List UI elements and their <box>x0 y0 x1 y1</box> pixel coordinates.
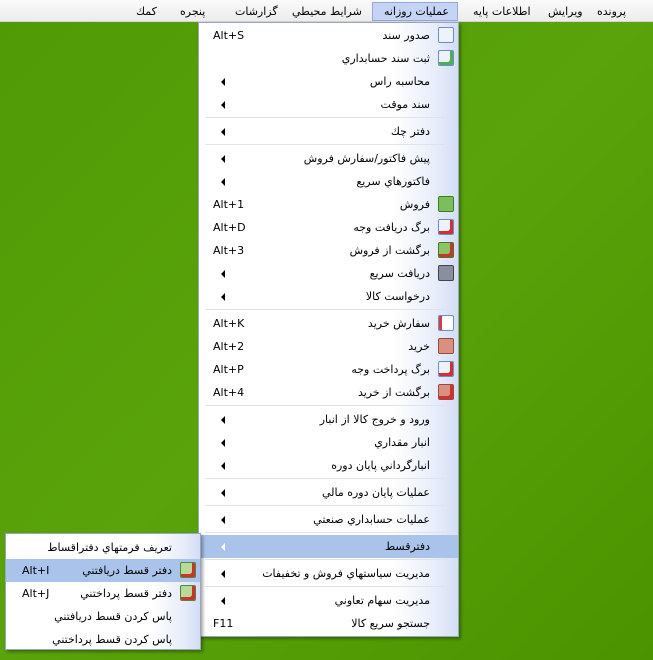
receipt-icon <box>438 219 454 235</box>
submenu-arrow-icon <box>221 270 225 278</box>
shortcut: F11 <box>213 617 234 630</box>
menu-window[interactable]: پنجره <box>180 5 206 18</box>
shortcut: Alt+P <box>213 363 244 376</box>
menu-item-ras[interactable] <box>199 70 458 93</box>
installment-icon <box>180 562 196 578</box>
label: فاكتورهاي سريع <box>356 175 430 188</box>
payment-icon <box>438 361 454 377</box>
menu-environment[interactable]: شرايط محيطي <box>292 5 362 18</box>
label: پيش فاكتور/سفارش فروش <box>303 152 430 165</box>
shortcut: Alt+D <box>213 221 246 234</box>
menu-item-payment[interactable] <box>199 358 458 381</box>
submenu-item-define-formats[interactable] <box>6 536 200 559</box>
label: خريد <box>408 340 430 353</box>
submenu-arrow-icon <box>221 489 225 497</box>
submenu-item-clear-payable[interactable] <box>6 628 200 651</box>
menu-item-quick-search[interactable] <box>199 612 458 635</box>
shortcut: Alt+4 <box>213 386 245 399</box>
label: برگشت از فروش <box>349 244 430 257</box>
label: مديريت سهام تعاوني <box>334 594 430 607</box>
menu-item-installments[interactable] <box>199 535 458 558</box>
menu-item-purchase-return[interactable] <box>199 381 458 404</box>
submenu-arrow-icon <box>221 155 225 163</box>
label: ثبت سند حسابداري <box>341 52 430 65</box>
shortcut: Alt+K <box>213 317 245 330</box>
submenu-arrow-icon <box>221 78 225 86</box>
submenu-item-clear-receivable[interactable] <box>6 605 200 628</box>
label: دفترقسط <box>384 540 430 553</box>
menu-item-coop-shares[interactable] <box>199 589 458 612</box>
label: محاسبه راس <box>369 75 430 88</box>
checklist-icon <box>438 315 454 331</box>
shortcut: Alt+1 <box>213 198 245 211</box>
menu-base-info[interactable]: اطلاعات پايه <box>473 5 531 18</box>
shortcut: Alt+2 <box>213 340 245 353</box>
shortcut: Alt+J <box>22 587 50 600</box>
label: مديريت سياستهاي فروش و تخفيفات <box>262 567 430 580</box>
submenu-arrow-icon <box>221 416 225 424</box>
basket-return-icon <box>438 242 454 258</box>
submenu-arrow-icon <box>221 570 225 578</box>
menu-help[interactable]: كمك <box>136 5 157 18</box>
submenu-item-receivable-book[interactable] <box>6 559 200 582</box>
menu-item-quick-receipt[interactable] <box>199 262 458 285</box>
label: دفتر چك <box>390 125 430 138</box>
label: سفارش خريد <box>367 317 430 330</box>
label: دفتر قسط پرداختني <box>80 587 172 600</box>
submenu-arrow-icon <box>221 516 225 524</box>
label: دريافت سريع <box>369 267 430 280</box>
menu-bar <box>0 0 653 22</box>
submenu-arrow-icon <box>221 293 225 301</box>
label: دفتر قسط دريافتني <box>82 564 172 577</box>
menu-reports[interactable]: گزارشات <box>235 5 278 18</box>
menu-item-industrial-accounting[interactable] <box>199 508 458 531</box>
label: سند موقت <box>380 98 430 111</box>
label: برگ دريافت وجه <box>353 221 430 234</box>
label: برگ پرداخت وجه <box>351 363 430 376</box>
label: ورود و خروج كالا از انبار <box>319 413 430 426</box>
submenu-arrow-icon <box>221 597 225 605</box>
submenu-item-payable-book[interactable] <box>6 582 200 605</box>
menu-item-sale-return[interactable] <box>199 239 458 262</box>
label: تعريف فرمتهاي دفتراقساط <box>47 541 172 554</box>
label: جستجو سريع كالا <box>351 617 430 630</box>
label: درخواست كالا <box>365 290 430 303</box>
menu-file[interactable]: پرونده <box>597 5 627 18</box>
menu-item-goods-request[interactable] <box>199 285 458 308</box>
menu-item-warehouse-io[interactable] <box>199 408 458 431</box>
label: صدور سند <box>382 29 430 42</box>
submenu-arrow-icon <box>221 101 225 109</box>
submenu-arrow-icon <box>221 439 225 447</box>
menu-item-temp-voucher[interactable] <box>199 93 458 116</box>
submenu-arrow-icon <box>221 543 225 551</box>
menu-item-receipt[interactable] <box>199 216 458 239</box>
submenu-arrow-icon <box>221 128 225 136</box>
menu-item-purchase-order[interactable] <box>199 312 458 335</box>
installments-submenu <box>5 533 201 650</box>
menu-daily-operations[interactable]: عمليات روزانه <box>372 2 458 21</box>
menu-item-sales-policies[interactable] <box>199 562 458 585</box>
menu-item-sale[interactable] <box>199 193 458 216</box>
label: عمليات پايان دوره مالي <box>321 486 430 499</box>
menu-item-stocktaking[interactable] <box>199 454 458 477</box>
label: پاس كردن قسط دريافتني <box>54 610 172 623</box>
shortcut: Alt+3 <box>213 244 245 257</box>
menu-edit[interactable]: ويرايش <box>548 5 583 18</box>
menu-item-checkbook[interactable] <box>199 120 458 143</box>
label: فروش <box>399 198 430 211</box>
installment-icon <box>180 585 196 601</box>
daily-operations-menu <box>198 22 459 637</box>
label: پاس كردن قسط پرداختني <box>52 633 172 646</box>
basket-return-icon <box>438 384 454 400</box>
submenu-arrow-icon <box>221 462 225 470</box>
submenu-arrow-icon <box>221 178 225 186</box>
shortcut: Alt+S <box>213 29 245 42</box>
label: برگشت از خريد <box>357 386 430 399</box>
shortcut: Alt+I <box>22 564 50 577</box>
menu-item-quick-invoices[interactable] <box>199 170 458 193</box>
basket-icon <box>438 196 454 212</box>
menu-item-quantity-warehouse[interactable] <box>199 431 458 454</box>
menu-item-purchase[interactable] <box>199 335 458 358</box>
basket-icon <box>438 338 454 354</box>
menu-item-register-voucher[interactable] <box>199 47 458 70</box>
menu-item-proforma[interactable] <box>199 147 458 170</box>
menu-item-issue-voucher[interactable] <box>199 24 458 47</box>
calculator-icon <box>438 265 454 281</box>
document-check-icon <box>438 50 454 66</box>
label: عمليات حسابداري صنعتي <box>313 513 430 526</box>
document-icon <box>438 27 454 43</box>
menu-item-year-end[interactable] <box>199 481 458 504</box>
label: انبار مقداري <box>374 436 430 449</box>
label: انبارگرداني پايان دوره <box>331 459 430 472</box>
